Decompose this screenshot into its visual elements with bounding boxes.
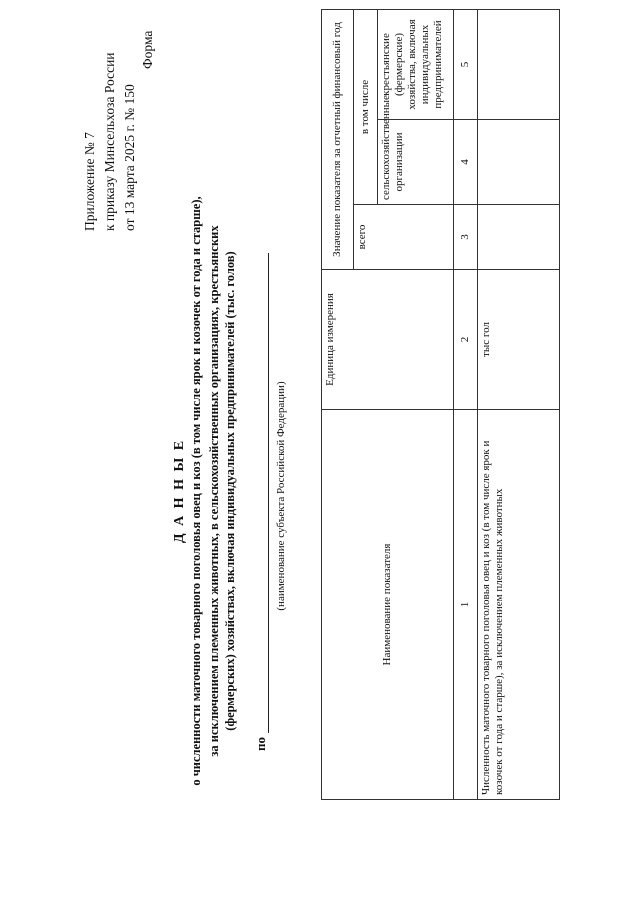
header-row-1: [322, 10, 354, 800]
title-line-3: (фермерских) хозяйствах, включая индивидуальных предпринимателей (тыс. голов): [223, 251, 237, 731]
column-number-4: 4: [454, 120, 478, 205]
row-unit: тыс гол: [478, 270, 560, 410]
header-total: всего: [354, 205, 454, 270]
header-indicator-name: Наименование показателя: [322, 410, 454, 800]
header-agri-orgs: сельскохозяйственные организации: [378, 120, 454, 205]
row-farms-value[interactable]: [478, 10, 560, 120]
column-number-2: 2: [454, 270, 478, 410]
column-number-row: [454, 10, 478, 800]
subject-fill-line[interactable]: [268, 253, 269, 733]
header-unit: Единица измерения: [322, 270, 454, 410]
data-table: [321, 9, 560, 800]
row-agri-orgs-value[interactable]: [478, 120, 560, 205]
row-total-value[interactable]: [478, 205, 560, 270]
header-farms: крестьянские (фермерские) хозяйства, включая индивидуальных предпринимателей: [378, 10, 454, 120]
column-number-1: 1: [454, 410, 478, 800]
column-number-5: 5: [454, 10, 478, 120]
column-number-3: 3: [454, 205, 478, 270]
appendix-block: [80, 21, 140, 231]
subject-caption: (наименование субъекта Российской Федерации): [275, 381, 287, 611]
po-label: по: [253, 737, 268, 751]
table-row: [478, 10, 560, 800]
appendix-number: Приложение № 7: [82, 132, 97, 231]
appendix-date: от 13 марта 2025 г. № 150: [122, 84, 137, 231]
header-value-group: Значение показателя за отчетный финансовый год: [322, 10, 354, 270]
appendix-order: к приказу Минсельхоза России: [102, 52, 117, 231]
form-label: Форма: [140, 30, 155, 69]
title-line-1: о численности маточного товарного поголовья овец и коз (в том числе ярок и козочек от года и старше),: [189, 196, 203, 786]
document-title: Д А Н Н Ы Е: [172, 438, 187, 544]
header-including: в том числе: [354, 10, 378, 205]
row-indicator: Численность маточного товарного поголовья овец и коз (в том числе ярок и козочек от года и старше), за исключением племенных животных: [478, 410, 560, 800]
title-line-2: за исключением племенных животных, в сельскохозяйственных организациях, крестьянских: [207, 225, 221, 757]
